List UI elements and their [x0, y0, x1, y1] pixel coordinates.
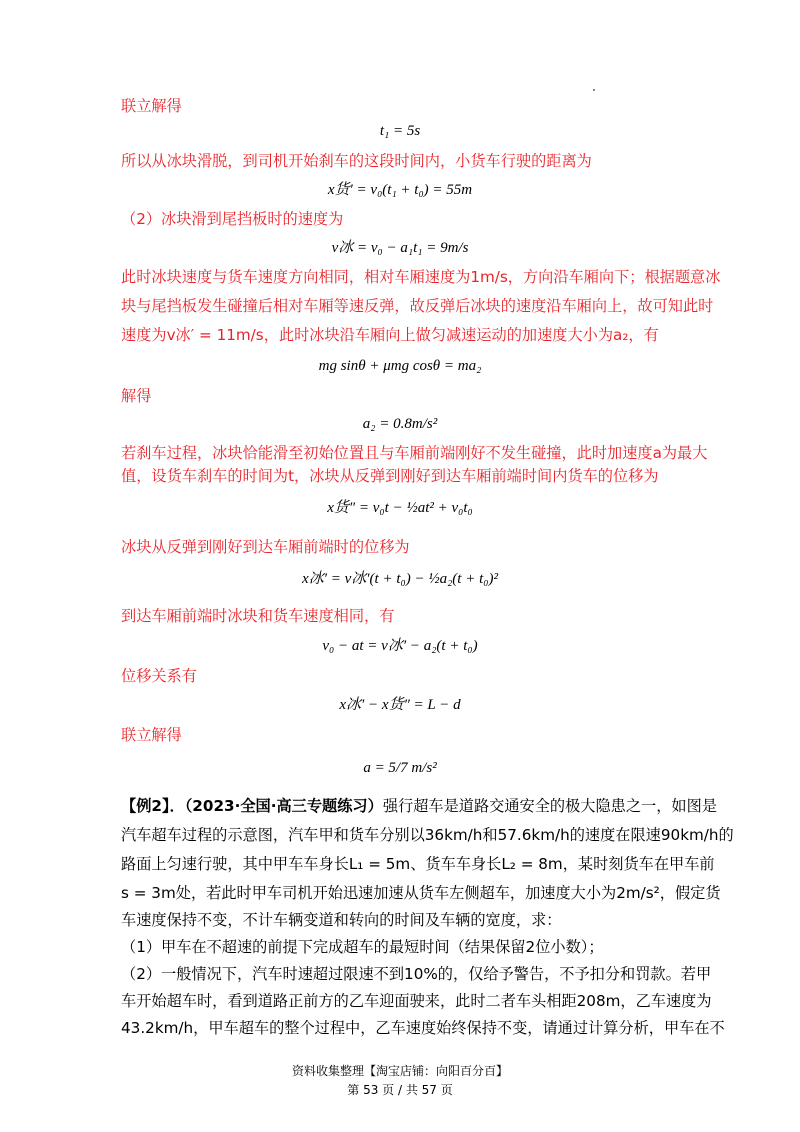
equation-velocity-equal: v₀ − at = v冰′ − a₂(t + t₀): [322, 638, 478, 654]
example-line: 汽车超车过程的示意图，汽车甲和货车分别以36km/h和57.6km/h的速度在限速90km/h的: [121, 826, 734, 844]
solution-line: 到达车厢前端时冰块和货车速度相同，有: [121, 607, 395, 625]
solution-line: 此时冰块速度与货车速度方向相同，相对车厢速度为1m/s，方向沿车厢向下；根据题意冰: [121, 268, 721, 286]
example-question: （1）甲车在不超速的前提下完成超车的最短时间（结果保留2位小数）；: [121, 938, 604, 956]
solution-line: 冰块从反弹到刚好到达车厢前端时的位移为: [121, 538, 410, 556]
equation-a-final: a = 5/7 m/s²: [363, 760, 437, 776]
example-line: s = 3m处，若此时甲车司机开始迅速加速从货车左侧超车，加速度大小为2m/s²，假定货: [121, 884, 721, 902]
solution-line: 联立解得: [121, 97, 182, 115]
scan-speck: [593, 89, 595, 91]
example-question: （2）一般情况下，汽车时速超过限速不到10%的，仅给予警告，不予扣分和罚款。若甲: [121, 965, 712, 983]
equation-x-truck-2: x货″ = v₀t − ½at² + v₀t₀: [327, 500, 473, 516]
solution-line: 位移关系有: [121, 667, 197, 685]
equation-displacement: x冰′ − x货″ = L − d: [339, 697, 461, 713]
equation-force: mg sinθ + μmg cosθ = ma₂: [318, 358, 482, 374]
page-number: 第 53 页 / 共 57 页: [347, 1083, 453, 1097]
solution-line: 若刹车过程，冰块恰能滑至初始位置且与车厢前端刚好不发生碰撞，此时加速度a为最大: [121, 444, 708, 462]
footer-source: 资料收集整理【淘宝店铺：向阳百分百】: [291, 1064, 508, 1078]
equation-x-ice: x冰′ = v冰′(t + t₀) − ½a₂(t + t₀)²: [302, 571, 498, 587]
example-line: 路面上匀速行驶，其中甲车车身长L₁ = 5m、货车车身长L₂ = 8m，某时刻货车在甲车前: [121, 855, 715, 873]
example-line: 车开始超车时，看到道路正前方的乙车迎面驶来，此时二者车头相距208m，乙车速度为: [121, 992, 712, 1010]
example-tag: 【例2】．（2023·全国·高三专题练习）: [121, 797, 383, 815]
equation-x-truck: x货′ = v₀(t₁ + t₀) = 55m: [327, 182, 473, 198]
solution-line: 值，设货车刹车的时间为t，冰块从反弹到刚好到达车厢前端时间内货车的位移为: [121, 467, 659, 485]
equation-v-ice: v冰 = v₀ − a₁t₁ = 9m/s: [331, 240, 469, 256]
equation-t1: t₁ = 5s: [379, 123, 421, 139]
example-line: 车速度保持不变，不计车辆变道和转向的时间及车辆的宽度，求：: [121, 911, 562, 929]
example-line: 43.2km/h，甲车超车的整个过程中，乙车速度始终保持不变，请通过计算分析，甲车在不: [121, 1019, 725, 1037]
solution-line: 所以从冰块滑脱，到司机开始刹车的这段时间内，小货车行驶的距离为: [121, 152, 592, 170]
solution-line: 块与尾挡板发生碰撞后相对车厢等速反弹，故反弹后冰块的速度沿车厢向上，故可知此时: [121, 297, 714, 315]
solution-line: （2）冰块滑到尾挡板时的速度为: [121, 210, 344, 228]
equation-a2: a₂ = 0.8m/s²: [362, 416, 438, 432]
solution-line: 速度为v冰′ = 11m/s，此时冰块沿车厢向上做匀减速运动的加速度大小为a₂，有: [121, 326, 659, 344]
example-line: 【例2】．（2023·全国·高三专题练习）强行超车是道路交通安全的极大隐患之一，如图是: [121, 797, 717, 815]
solution-line: 解得: [121, 387, 152, 405]
solution-line: 联立解得: [121, 726, 182, 744]
